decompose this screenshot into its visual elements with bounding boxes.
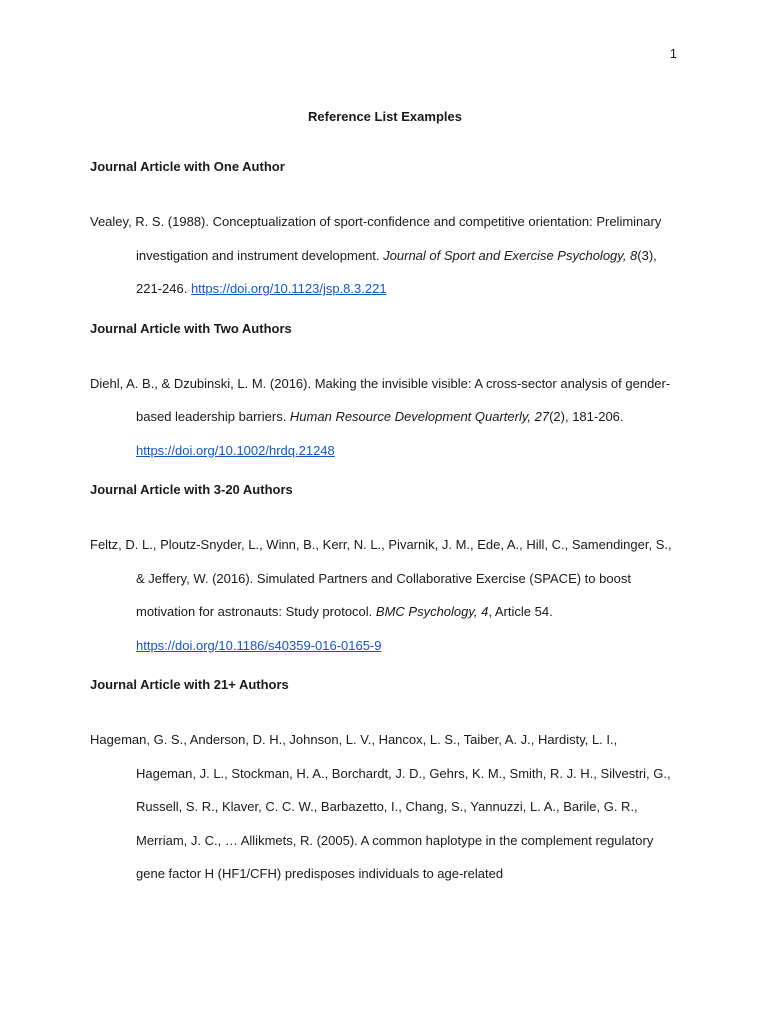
reference-list (90, 106, 680, 903)
reference-tail: , Article 54. (488, 604, 553, 619)
page-number: 1 (669, 46, 677, 61)
reference-text: Hageman, G. S., Anderson, D. H., Johnson, L. V., Hancox, L. S., Taiber, A. J., Hardisty, L. I., Hageman, J. L., Stockman, H. A., Borchardt, J. D., Gehrs, K. M., Smith, R. J. H., Silvestri, G., Russell, S. R., Klaver, C. C. W., Barbazetto, I., Chang, S., Yannuzzi, L. A., Barile, G. R., Merriam, J. C., … Allikmets, R. (2005). A common haplotype in the complement regulatory gene factor H (HF1/CFH) predisposes individuals to age-related (90, 732, 671, 881)
reference-entry-two-authors (90, 367, 680, 468)
section-heading-21-plus-authors: Journal Article with 21+ Authors (90, 677, 289, 692)
section-heading-3-20-authors: Journal Article with 3-20 Authors (90, 482, 293, 497)
reference-text: Feltz, D. L., Ploutz-Snyder, L., Winn, B., Kerr, N. L., Pivarnik, J. M., Ede, A., Hill, C., Samendinger, S., & Jeffery, W. (2016). Simulated Partners and Collaborative Exercise (SPACE) to boost motivation for astronauts: Study protocol. (90, 537, 672, 619)
section-heading-two-authors: Journal Article with Two Authors (90, 320, 292, 336)
reference-entry-21-plus-authors (90, 723, 680, 891)
reference-entry-one-author (90, 205, 680, 306)
doi-link[interactable]: https://doi.org/10.1002/hrdq.21248 (136, 442, 335, 458)
reference-text: Vealey, R. S. (1988). Conceptualization of sport-confidence and competitive orientation: Preliminary investigation and instrument development. (90, 214, 662, 263)
section-heading-one-author: Journal Article with One Author (90, 159, 285, 174)
doi-link[interactable]: https://doi.org/10.1123/jsp.8.3.221 (190, 281, 387, 296)
doi-link[interactable]: https://doi.org/10.1186/s40359-016-0165-9 (136, 637, 382, 653)
reference-tail: (2), 181-206. (549, 409, 624, 424)
reference-text: Diehl, A. B., & Dzubinski, L. M. (2016). Making the invisible visible: A cross-sector analysis of gender-based leadership barriers. (90, 375, 671, 424)
journal-name: BMC Psychology, 4 (375, 604, 489, 619)
journal-name: Journal of Sport and Exercise Psychology, 8 (383, 247, 638, 263)
reference-entry-3-20-authors (90, 528, 680, 662)
journal-name: Human Resource Development Quarterly, 27 (289, 409, 550, 424)
reference-tail: (3), 221-246. (136, 247, 657, 296)
page-title: Reference List Examples (308, 109, 462, 124)
